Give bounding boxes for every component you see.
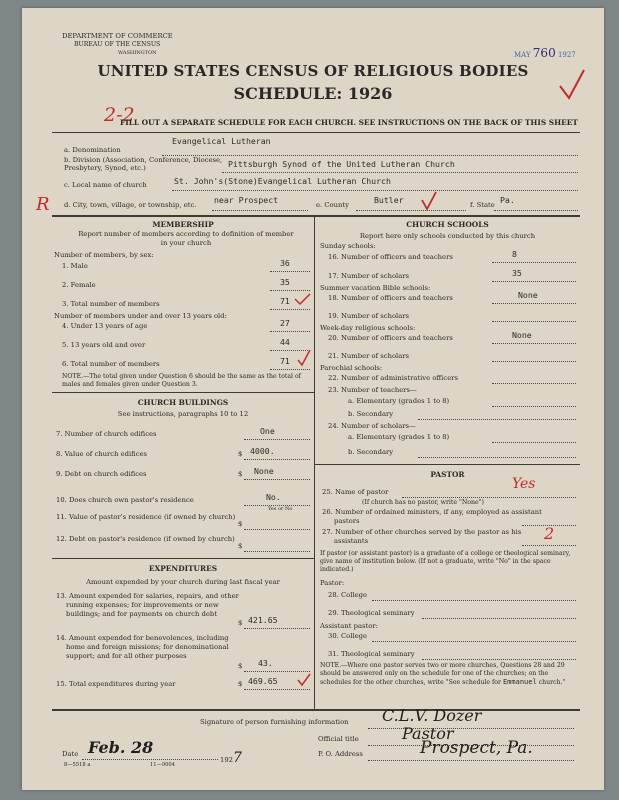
schedule-title: SCHEDULE: 1926	[233, 84, 393, 103]
date-line	[82, 759, 218, 760]
signature-value: C.L.V. Dozer	[382, 706, 482, 725]
q25-line	[402, 497, 576, 498]
grid-bottom-rule	[52, 709, 580, 711]
q23a-label: a. Elementary (grades 1 to 8)	[348, 397, 450, 405]
city-label-d: d. City, town, village, or township, etc.	[64, 201, 197, 209]
q8-value: 4000.	[250, 446, 275, 456]
q18-label: 18. Number of officers and teachers	[328, 294, 453, 302]
assistant-subhead: Assistant pastor:	[320, 622, 378, 630]
q2-line	[270, 290, 310, 291]
form-code: 8—5518 a	[64, 762, 91, 768]
denomination-label: a. Denomination	[64, 146, 121, 154]
denomination-value: Evangelical Lutheran	[172, 136, 271, 146]
q21-label: 21. Number of scholars	[328, 352, 410, 360]
q6-value: 71	[280, 356, 290, 366]
q19-line	[492, 321, 576, 322]
pastor-note-church: Emmanuel	[502, 678, 537, 686]
q8-dollar: $	[238, 450, 243, 458]
expenditures-intro: Amount expended by your church during last fiscal year	[86, 578, 280, 586]
parochial-label: Parochial schools:	[320, 364, 383, 372]
buildings-rule	[52, 392, 314, 393]
q30-line	[372, 641, 576, 642]
q6-label: 6. Total number of members	[62, 360, 160, 368]
state-line	[494, 210, 578, 211]
q11-line	[244, 529, 310, 530]
q20-value: None	[512, 330, 532, 340]
q9-label: 9. Debt on church edifices	[56, 470, 147, 478]
church-name-line	[172, 190, 578, 191]
pastor-note	[320, 662, 578, 687]
schools-intro: Report here only schools conducted by this church	[359, 232, 536, 240]
q9-dollar: $	[238, 470, 243, 478]
weekday-label: Week-day religious schools:	[320, 324, 416, 332]
q15-line	[244, 689, 310, 690]
county-label: e. County	[316, 201, 349, 209]
form-code-2: 11—9004	[150, 762, 175, 768]
q26-label: 26. Number of ordained ministers, if any, employed as assistant pastors	[322, 508, 542, 525]
signature-line	[368, 728, 574, 729]
bureau-label: BUREAU OF THE CENSUS	[74, 41, 161, 48]
q9-line	[244, 479, 310, 480]
po-address-label: P. O. Address	[318, 750, 363, 758]
red-check-county-icon	[420, 190, 438, 212]
sunday-label: Sunday schools:	[320, 242, 376, 250]
expenditures-title: EXPENDITURES	[148, 564, 218, 573]
q2-label: 2. Female	[62, 281, 96, 289]
red-check-q6-icon	[296, 348, 312, 368]
department-label: DEPARTMENT OF COMMERCE	[62, 32, 173, 40]
q28-label: 28. College	[328, 591, 368, 599]
q4-value: 27	[280, 318, 290, 328]
q10-label: 10. Does church own pastor's residence	[56, 496, 194, 504]
q7-value: One	[260, 426, 275, 436]
q14-label: 14. Amount expended for benevolences, including home and foreign missions; for denominational support; and for all other purposes	[56, 634, 229, 660]
q10-hint: Yes or No	[268, 506, 293, 512]
q13-line	[244, 628, 310, 629]
division-line	[222, 172, 578, 173]
q22-label: 22. Number of administrative officers	[328, 374, 458, 382]
q24a-label: a. Elementary (grades 1 to 8)	[348, 433, 450, 441]
q18-line	[492, 303, 576, 304]
q19-label: 19. Number of scholars	[328, 312, 410, 320]
q12-line	[244, 551, 310, 552]
official-title-label: Official title	[318, 735, 359, 743]
church-name-value: St. John's(Stone)Evangelical Lutheran Church	[174, 176, 391, 186]
q14-value: 43.	[258, 658, 273, 668]
membership-title: MEMBERSHIP	[152, 220, 214, 229]
county-value: Butler	[374, 195, 404, 205]
official-title-value: Pastor	[402, 724, 454, 743]
membership-note: NOTE.—The total given under Question 6 should be the same as the total of males and females given under Question 3.	[62, 373, 301, 388]
q8-line	[244, 459, 310, 460]
q20-label: 20. Number of officers and teachers	[328, 334, 453, 342]
q11-label: 11. Value of pastor's residence (if owned by church)	[56, 513, 236, 521]
q13-dollar: $	[238, 619, 243, 627]
city-label: WASHINGTON	[118, 50, 157, 56]
division-value: Pittsburgh Synod of the United Lutheran Church	[228, 159, 455, 169]
expenditures-rule	[52, 558, 314, 559]
membership-intro: Report number of members according to definition of member in your church	[78, 230, 294, 247]
q18-value: None	[518, 290, 538, 300]
city-value: near Prospect	[214, 195, 279, 205]
state-label: f. State	[470, 201, 495, 209]
red-check-q15-icon	[296, 672, 312, 688]
q23-label: 23. Number of teachers—	[328, 386, 417, 394]
q7-label: 7. Number of church edifices	[56, 430, 157, 438]
q17-line	[492, 281, 576, 282]
year-field	[220, 750, 242, 766]
q15-label: 15. Total expenditures during year	[56, 680, 176, 688]
members-by-sex-label: Number of members, by sex:	[54, 251, 154, 259]
q20-line	[492, 343, 576, 344]
county-line	[356, 210, 466, 211]
pastor-note-end: church."	[538, 679, 566, 686]
q1-line	[270, 271, 310, 272]
q7-line	[244, 439, 310, 440]
q16-label: 16. Number of officers and teachers	[328, 253, 453, 261]
q23b-line	[418, 419, 576, 420]
q16-value: 8	[512, 249, 517, 259]
q10-value: No.	[266, 492, 281, 502]
q24b-line	[418, 457, 576, 458]
q12-label: 12. Debt on pastor's residence (if owned by church)	[56, 535, 235, 543]
church-name-label: c. Local name of church	[64, 181, 147, 189]
form-title: UNITED STATES CENSUS OF RELIGIOUS BODIES	[97, 62, 529, 80]
city-line	[212, 210, 308, 211]
po-address-line	[368, 760, 574, 761]
signature-label: Signature of person furnishing information	[200, 718, 349, 726]
grid-top-rule	[52, 215, 580, 217]
q3-value: 71	[280, 296, 290, 306]
q28-line	[372, 600, 576, 601]
graduate-note: If pastor (or assistant pastor) is a graduate of a college or theological seminary, give name of institution below. (If not a graduate, write "No" in the space indicated.)	[320, 550, 571, 573]
q24-label: 24. Number of scholars—	[328, 422, 416, 430]
date-label: Date	[62, 750, 79, 758]
division-label: b. Division (Association, Conference, Diocese, Presbytery, Synod, etc.)	[64, 156, 223, 172]
date-value: Feb. 28	[88, 738, 154, 757]
buildings-intro: See instructions, paragraphs 10 to 12	[117, 410, 249, 418]
q23a-line	[492, 406, 576, 407]
q13-label: 13. Amount expended for salaries, repairs, and other running expenses; for improvements or new buildings; and for payments on church debt	[56, 592, 239, 618]
red-handwritten-mark: 2-2	[104, 104, 135, 126]
q3-line	[270, 309, 310, 310]
q30-label: 30. College	[328, 632, 368, 640]
pastor-note-text: NOTE.—Where one pastor serves two or more churches, Questions 28 and 29 should be answered only on the schedule for one of the churches; on the schedules for the other churches, write "See schedule for	[320, 662, 565, 686]
q29-line	[422, 618, 576, 619]
pastor-subhead: Pastor:	[320, 579, 345, 587]
q6-line	[270, 369, 310, 370]
q23b-label: b. Secondary	[348, 410, 394, 418]
q4-line	[270, 331, 310, 332]
q24b-label: b. Secondary	[348, 448, 394, 456]
q12-dollar: $	[238, 542, 243, 550]
red-margin-mark: R	[36, 194, 50, 215]
q15-dollar: $	[238, 680, 243, 688]
summer-label: Summer vacation Bible schools:	[320, 284, 431, 292]
stamp-month: MAY	[514, 51, 531, 59]
instruction-line: FILL OUT A SEPARATE SCHEDULE FOR EACH CHURCH. SEE INSTRUCTIONS ON THE BACK OF THIS SHEET	[120, 118, 578, 127]
q17-label: 17. Number of scholars	[328, 272, 410, 280]
census-schedule-sheet	[22, 8, 604, 790]
year-prefix: 192	[220, 756, 233, 764]
q16-line	[492, 262, 576, 263]
header-rule	[52, 132, 580, 133]
po-address-value: Prospect, Pa.	[420, 738, 533, 758]
q4-label: 4. Under 13 years of age	[62, 322, 148, 330]
buildings-title: CHURCH BUILDINGS	[137, 398, 229, 407]
q29-label: 29. Theological seminary	[328, 609, 415, 617]
q8-label: 8. Value of church edifices	[56, 450, 148, 458]
age-intro: Number of members under and over 13 years old:	[54, 312, 227, 320]
q15-value: 469.65	[248, 676, 278, 686]
q25-red-mark: Yes	[512, 476, 536, 492]
q22-line	[492, 383, 576, 384]
q21-line	[492, 361, 576, 362]
q3-label: 3. Total number of members	[62, 300, 160, 308]
q11-dollar: $	[238, 520, 243, 528]
q5-label: 5. 13 years old and over	[62, 341, 146, 349]
q13-value: 421.65	[248, 615, 278, 625]
pastor-rule	[315, 464, 580, 465]
pastor-title: PASTOR	[430, 470, 465, 479]
q31-label: 31. Theological seminary	[328, 650, 415, 658]
received-stamp	[514, 46, 576, 60]
q25-hint: (If church has no pastor, write "None")	[362, 499, 484, 506]
q24a-line	[492, 442, 576, 443]
q27-line	[522, 545, 576, 546]
red-check-q3-icon	[294, 292, 312, 306]
stamp-year: 1927	[557, 51, 576, 59]
year-digit: 7	[232, 750, 242, 766]
q31-line	[422, 659, 576, 660]
q17-value: 35	[512, 268, 522, 278]
q14-dollar: $	[238, 662, 243, 670]
column-divider	[314, 215, 315, 709]
state-value: Pa.	[500, 195, 515, 205]
q25-label: 25. Name of pastor	[322, 488, 389, 496]
schools-title: CHURCH SCHOOLS	[406, 220, 489, 229]
q27-red-mark: 2	[544, 524, 555, 543]
q27-label: 27. Number of other churches served by the pastor as his assistants	[322, 528, 522, 545]
q2-value: 35	[280, 277, 290, 287]
q5-value: 44	[280, 337, 290, 347]
q1-label: 1. Male	[62, 262, 88, 270]
stamp-number: 760	[532, 46, 556, 60]
q1-value: 36	[280, 258, 290, 268]
q9-value: None	[254, 466, 274, 476]
